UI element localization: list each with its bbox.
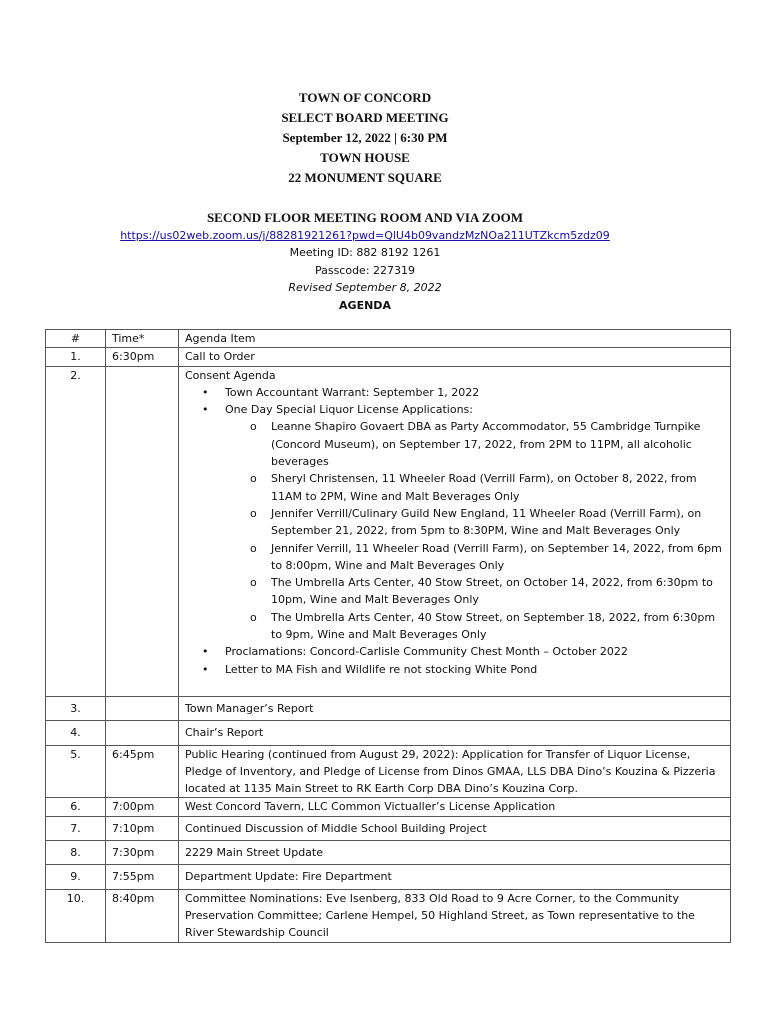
row-item: Committee Nominations: Eve Isenberg, 833 Old Road to 9 Acre Corner, to the Community Preservation Committee; Carlene Hempel, 50 Highland Street, as Town representative to the River Stewardship Council bbox=[179, 889, 731, 942]
liquor-license-list bbox=[225, 418, 726, 643]
row-item: 2229 Main Street Update bbox=[179, 841, 731, 865]
row-item: Call to Order bbox=[179, 348, 731, 366]
circle-bullet-icon: o bbox=[250, 576, 257, 590]
sub-list-item bbox=[250, 418, 726, 470]
list-item bbox=[202, 401, 726, 643]
row-time: 6:30pm bbox=[106, 348, 179, 366]
row-time: 7:30pm bbox=[106, 841, 179, 865]
row-item: Chair’s Report bbox=[179, 721, 731, 745]
row-number: 2. bbox=[46, 366, 106, 696]
list-item bbox=[202, 384, 726, 401]
row-number: 5. bbox=[46, 745, 106, 798]
meeting-id: Meeting ID: 882 8192 1261 bbox=[289, 246, 441, 260]
row-time: 8:40pm bbox=[106, 889, 179, 942]
list-item-text: Town Accountant Warrant: September 1, 2022 bbox=[225, 385, 480, 399]
circle-bullet-icon: o bbox=[250, 541, 257, 555]
row-time: 7:55pm bbox=[106, 865, 179, 889]
agenda-title: AGENDA bbox=[339, 298, 391, 312]
table-row bbox=[46, 816, 731, 840]
row-time: 6:45pm bbox=[106, 745, 179, 798]
table-row bbox=[46, 889, 731, 942]
zoom-link[interactable]: https://us02web.zoom.us/j/88281921261?pwd=QlU4b09vandzMzNOa211UTZkcm5zdz09 bbox=[120, 229, 610, 242]
table-header-row bbox=[46, 330, 731, 348]
sub-list-item-text: Leanne Shapiro Govaert DBA as Party Accommodator, 55 Cambridge Turnpike (Concord Museum), on September 17, 2022, from 2PM to 11PM, all alcoholic beverages bbox=[271, 420, 701, 469]
circle-bullet-icon: o bbox=[250, 472, 257, 486]
column-header-time: Time* bbox=[106, 330, 179, 348]
bullet-icon: • bbox=[202, 403, 209, 417]
consent-agenda-title: Consent Agenda bbox=[185, 368, 276, 382]
header-date: September 12, 2022 | 6:30 PM bbox=[282, 130, 448, 145]
sub-list-item bbox=[250, 470, 726, 505]
row-number: 1. bbox=[46, 348, 106, 366]
table-row bbox=[46, 745, 731, 798]
sub-list-item-text: Jennifer Verrill, 11 Wheeler Road (Verrill Farm), on September 14, 2022, from 6pm to 8:00pm, Wine and Malt Beverages Only bbox=[271, 541, 722, 572]
sub-list-item bbox=[250, 574, 726, 609]
table-row bbox=[46, 721, 731, 745]
agenda-table bbox=[45, 329, 731, 943]
meeting-room: SECOND FLOOR MEETING ROOM AND VIA ZOOM bbox=[206, 210, 524, 225]
row-item: Department Update: Fire Department bbox=[179, 865, 731, 889]
row-time bbox=[106, 366, 179, 696]
sub-list-item-text: Jennifer Verrill/Culinary Guild New England, 11 Wheeler Road (Verrill Farm), on September 21, 2022, from 5pm to 8:30PM, Wine and Malt Beverages Only bbox=[271, 506, 702, 538]
sub-list-item-text: The Umbrella Arts Center, 40 Stow Street, on October 14, 2022, from 6:30pm to 10pm, Wine and Malt Beverages Only bbox=[271, 576, 713, 607]
table-row bbox=[46, 696, 731, 720]
header-address: 22 MONUMENT SQUARE bbox=[288, 170, 442, 185]
row-number: 6. bbox=[46, 798, 106, 816]
row-item: Continued Discussion of Middle School Building Project bbox=[179, 816, 731, 840]
table-row bbox=[46, 841, 731, 865]
meeting-info bbox=[0, 209, 730, 314]
row-number: 9. bbox=[46, 865, 106, 889]
header-venue: TOWN HOUSE bbox=[320, 150, 410, 165]
row-number: 8. bbox=[46, 841, 106, 865]
row-time: 7:00pm bbox=[106, 798, 179, 816]
column-header-item: Agenda Item bbox=[179, 330, 731, 348]
row-number: 4. bbox=[46, 721, 106, 745]
bullet-icon: • bbox=[202, 662, 209, 676]
row-time: 7:10pm bbox=[106, 816, 179, 840]
revised-date: Revised September 8, 2022 bbox=[288, 281, 442, 295]
row-item-consent bbox=[179, 366, 731, 696]
consent-list bbox=[185, 384, 726, 678]
bullet-icon: • bbox=[202, 645, 209, 659]
row-time bbox=[106, 721, 179, 745]
list-item-text: Letter to MA Fish and Wildlife re not stocking White Pond bbox=[225, 662, 538, 676]
row-number: 10. bbox=[46, 889, 106, 942]
row-item: Public Hearing (continued from August 29, 2022): Application for Transfer of Liquor License, Pledge of Inventory, and Pledge of License from Dinos GMAA, LLS DBA Dino’s Kouzina & Pizzeria located at 1135 Main Street to RK Earth Corp DBA Dino’s Kouzina Corp. bbox=[179, 745, 731, 798]
table-row bbox=[46, 366, 731, 696]
passcode: Passcode: 227319 bbox=[314, 263, 416, 277]
column-header-number: # bbox=[46, 330, 106, 348]
sub-list-item-text: The Umbrella Arts Center, 40 Stow Street, on September 18, 2022, from 6:30pm to 9pm, Wine and Malt Beverages Only bbox=[271, 610, 716, 642]
circle-bullet-icon: o bbox=[250, 420, 257, 434]
sub-list-item-text: Sheryl Christensen, 11 Wheeler Road (Verrill Farm), on October 8, 2022, from 11AM to 2PM, Wine and Malt Beverages Only bbox=[271, 472, 697, 503]
row-item: Town Manager’s Report bbox=[179, 696, 731, 720]
sub-list-item bbox=[250, 505, 726, 540]
header-town: TOWN OF CONCORD bbox=[298, 90, 432, 105]
row-time bbox=[106, 696, 179, 720]
bullet-icon: • bbox=[202, 385, 209, 399]
circle-bullet-icon: o bbox=[250, 506, 257, 520]
list-item bbox=[202, 643, 726, 660]
row-item: West Concord Tavern, LLC Common Victualler’s License Application bbox=[179, 798, 731, 816]
sub-list-item bbox=[250, 540, 726, 575]
circle-bullet-icon: o bbox=[250, 610, 257, 624]
sub-list-item bbox=[250, 609, 726, 644]
list-item-text: Proclamations: Concord-Carlisle Community Chest Month – October 2022 bbox=[225, 645, 628, 659]
table-row bbox=[46, 798, 731, 816]
list-item-text: One Day Special Liquor License Applications: bbox=[225, 403, 473, 417]
header-board: SELECT BOARD MEETING bbox=[281, 110, 449, 125]
table-row bbox=[46, 865, 731, 889]
list-item bbox=[202, 661, 726, 678]
row-number: 3. bbox=[46, 696, 106, 720]
document-header bbox=[0, 88, 730, 188]
table-row bbox=[46, 348, 731, 366]
row-number: 7. bbox=[46, 816, 106, 840]
